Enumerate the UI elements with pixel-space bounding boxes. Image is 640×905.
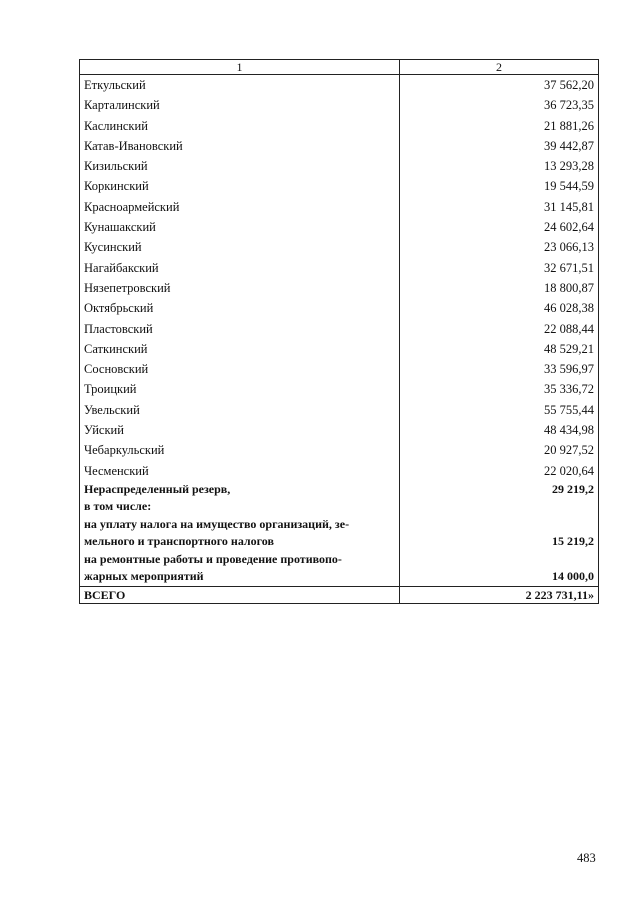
reserve-value: 29 219,2 (400, 481, 599, 499)
district-value: 20 927,52 (400, 440, 599, 460)
table-row (80, 339, 599, 359)
district-value: 18 800,87 (400, 278, 599, 298)
table-row (80, 136, 599, 156)
table-header-row (80, 60, 599, 75)
table-row (80, 95, 599, 115)
district-value: 19 544,59 (400, 176, 599, 196)
table-row (80, 217, 599, 237)
district-name: Кизильский (80, 156, 400, 176)
reserve-item-2-line-2: жарных мероприятий (80, 568, 400, 586)
district-name: Нагайбакский (80, 258, 400, 278)
table-row (80, 176, 599, 196)
district-value: 21 881,26 (400, 116, 599, 136)
district-name: Кунашакский (80, 217, 400, 237)
district-value: 13 293,28 (400, 156, 599, 176)
reserve-item-row (80, 551, 599, 569)
reserve-item-row (80, 516, 599, 534)
table-row (80, 420, 599, 440)
district-name: Увельский (80, 400, 400, 420)
table-row (80, 197, 599, 217)
column-header-1: 1 (80, 60, 400, 75)
district-name: Еткульский (80, 75, 400, 96)
district-value: 22 088,44 (400, 319, 599, 339)
page-number: 483 (577, 851, 596, 865)
reserve-item-1-line-1: на уплату налога на имущество организаций, зе- (80, 516, 400, 534)
total-value: 2 223 731,11» (400, 586, 599, 603)
reserve-item-2-value: 14 000,0 (400, 568, 599, 586)
district-name: Коркинский (80, 176, 400, 196)
district-value: 39 442,87 (400, 136, 599, 156)
table-row (80, 156, 599, 176)
total-label: ВСЕГО (80, 586, 400, 603)
table-row (80, 440, 599, 460)
table-row (80, 359, 599, 379)
district-value: 32 671,51 (400, 258, 599, 278)
district-value: 31 145,81 (400, 197, 599, 217)
reserve-item-row (80, 533, 599, 551)
district-value: 24 602,64 (400, 217, 599, 237)
reserve-item-1-line-2: мельного и транспортного налогов (80, 533, 400, 551)
table-row (80, 298, 599, 318)
table-row (80, 400, 599, 420)
reserve-item-2-line-1: на ремонтные работы и проведение противопо- (80, 551, 400, 569)
reserve-section (80, 481, 599, 604)
district-name: Катав-Ивановский (80, 136, 400, 156)
reserve-label: Нераспределенный резерв, (80, 481, 400, 499)
district-value: 37 562,20 (400, 75, 599, 96)
table-row (80, 75, 599, 96)
including-row (80, 498, 599, 516)
district-name: Чебаркульский (80, 440, 400, 460)
table-row (80, 237, 599, 257)
district-name: Троицкий (80, 379, 400, 399)
district-name: Карталинский (80, 95, 400, 115)
district-value: 35 336,72 (400, 379, 599, 399)
district-value: 23 066,13 (400, 237, 599, 257)
district-value: 48 434,98 (400, 420, 599, 440)
district-name: Чесменский (80, 461, 400, 481)
district-value: 33 596,97 (400, 359, 599, 379)
table-row (80, 116, 599, 136)
district-value: 48 529,21 (400, 339, 599, 359)
total-row (80, 586, 599, 603)
table-row (80, 278, 599, 298)
district-rows (80, 75, 599, 481)
district-value: 46 028,38 (400, 298, 599, 318)
district-name: Каслинский (80, 116, 400, 136)
district-name: Нязепетровский (80, 278, 400, 298)
district-value: 55 755,44 (400, 400, 599, 420)
reserve-item-1-value: 15 219,2 (400, 533, 599, 551)
district-name: Сосновский (80, 359, 400, 379)
table-row (80, 319, 599, 339)
table-row (80, 258, 599, 278)
district-name: Октябрьский (80, 298, 400, 318)
including-label: в том числе: (80, 498, 400, 516)
district-name: Красноармейский (80, 197, 400, 217)
budget-table (79, 59, 599, 604)
table-row (80, 379, 599, 399)
table-row (80, 461, 599, 481)
district-name: Саткинский (80, 339, 400, 359)
district-name: Уйский (80, 420, 400, 440)
district-name: Кусинский (80, 237, 400, 257)
district-name: Пластовский (80, 319, 400, 339)
reserve-item-row (80, 568, 599, 586)
column-header-2: 2 (400, 60, 599, 75)
reserve-row (80, 481, 599, 499)
district-value: 36 723,35 (400, 95, 599, 115)
district-value: 22 020,64 (400, 461, 599, 481)
